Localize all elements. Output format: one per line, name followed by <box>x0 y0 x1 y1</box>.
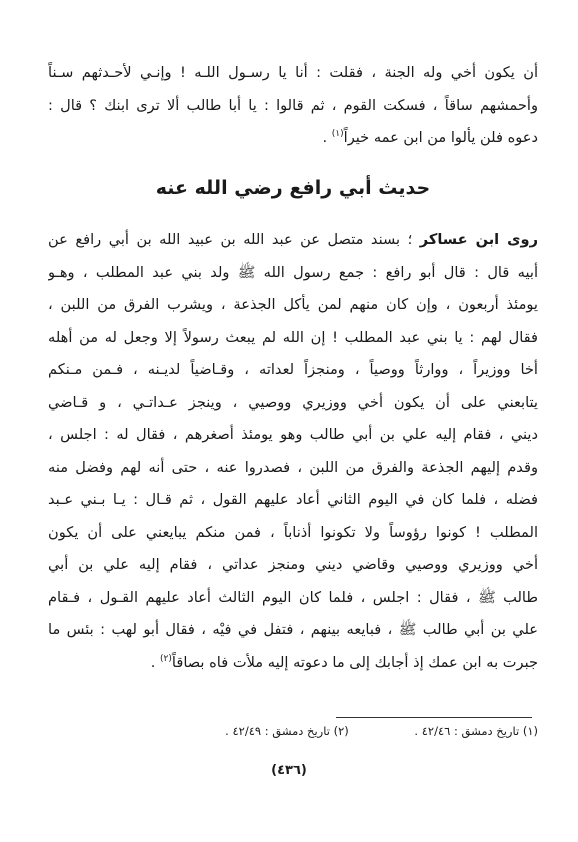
text-line: علي بن أبي طالب ﷺ ، فبايعه بينهم ، فتفل في فيْه ، فقال أبو لهب : بئس ما <box>48 621 538 638</box>
footnote-1: (١) تاريخ دمشق : ٤٢/٤٦ . <box>414 724 538 738</box>
footnote-2: (٢) تاريخ دمشق : ٤٢/٤٩ . <box>225 724 349 738</box>
text-line <box>48 224 538 257</box>
text-line: وأحمشهم ساقاً ، فسكت القوم ، ثم قالوا : يا أبا طالب ألا ترى ابنك ؟ قال : <box>48 96 538 114</box>
text-line-content: دعوه فلن يألوا من ابن عمه خيراً <box>343 129 538 146</box>
footnote-ref-1: (١) <box>331 129 344 140</box>
footnotes <box>48 720 538 742</box>
text-line: يتابعني على أن يكون أخي ووزيري ووصيي ، وينجز عـداتـي ، و قـاضي <box>48 393 538 411</box>
text-line: أبيه قال : قال أبو رافع : جمع رسول الله ﷺ ولد بني عبد المطلب ، وهـو <box>48 263 538 281</box>
text-line-content: جبرت به ابن عمك إذ أجابك إلى ما دعوته إليه ملأت فاه بصاقاً <box>171 653 538 671</box>
text-line-content: ؛ بسند متصل عن عبد الله بن عبيد الله بن أبي رافع عن <box>48 231 420 248</box>
footnote-divider <box>336 717 532 718</box>
text-line <box>48 122 538 155</box>
text-line: يومئذ أربعون ، وإن كان منهم لمن يأكل الجذعة ، ويشرب الفرق من اللبن ، <box>48 296 538 313</box>
sentence-end: . <box>150 653 161 671</box>
footnote-ref-2: (٢) <box>160 653 172 664</box>
text-line <box>48 647 538 680</box>
sentence-end: . <box>322 129 332 146</box>
text-line: وقدم إليهم الجذعة والفرق من اللبن ، فصدروا عنه ، حتى أنه لهم وفضل منه <box>48 458 538 476</box>
main-paragraph <box>48 224 538 679</box>
section-heading: حديث أبي رافع رضي الله عنه <box>155 177 431 199</box>
text-line: فضله ، فلما كان في اليوم الثاني أعاد عليهم القول ، ثم قـال : يـا بـني عـبد <box>48 491 538 508</box>
text-line: ديني ، فقام إليه علي بن أبي طالب وهو يومئذ أصغرهم ، فقال له : اجلس ، <box>48 426 538 443</box>
top-paragraph <box>48 57 538 155</box>
text-line: فقال لهم : يا بني عبد المطلب ! إن الله لم يبعث رسولاً إلا وجعل له من أهله <box>48 328 538 346</box>
text-line: أخي ووزيري ووصيي وقاضي ديني ومنجز عداتي ، فقام إليه علي بن أبي <box>48 556 538 573</box>
text-line: المطلب ! كونوا رؤوساً ولا تكونوا أذناباً ، فمن منكم يبايعني على أن يكون <box>48 523 538 541</box>
text-line: طالب ﷺ ، فقال : اجلس ، فلما كان اليوم الثالث أعاد عليهم القـول ، فـقام <box>48 588 538 606</box>
text-line: أن يكون أخي وله الجنة ، فقلت : أنا يا رسـول اللـه ! وإنـي لأحـدثهم سـناً <box>48 64 538 81</box>
narrator-lead: روى ابن عساكر <box>419 231 538 248</box>
page-number: (٤٣٦) <box>271 763 307 778</box>
text-line: أخا ووزيراً ، ووارثاً ووصياً ، ومنجزاً لعداته ، وقـاضياً لديـنه ، فـمن مـنكم <box>48 361 538 378</box>
